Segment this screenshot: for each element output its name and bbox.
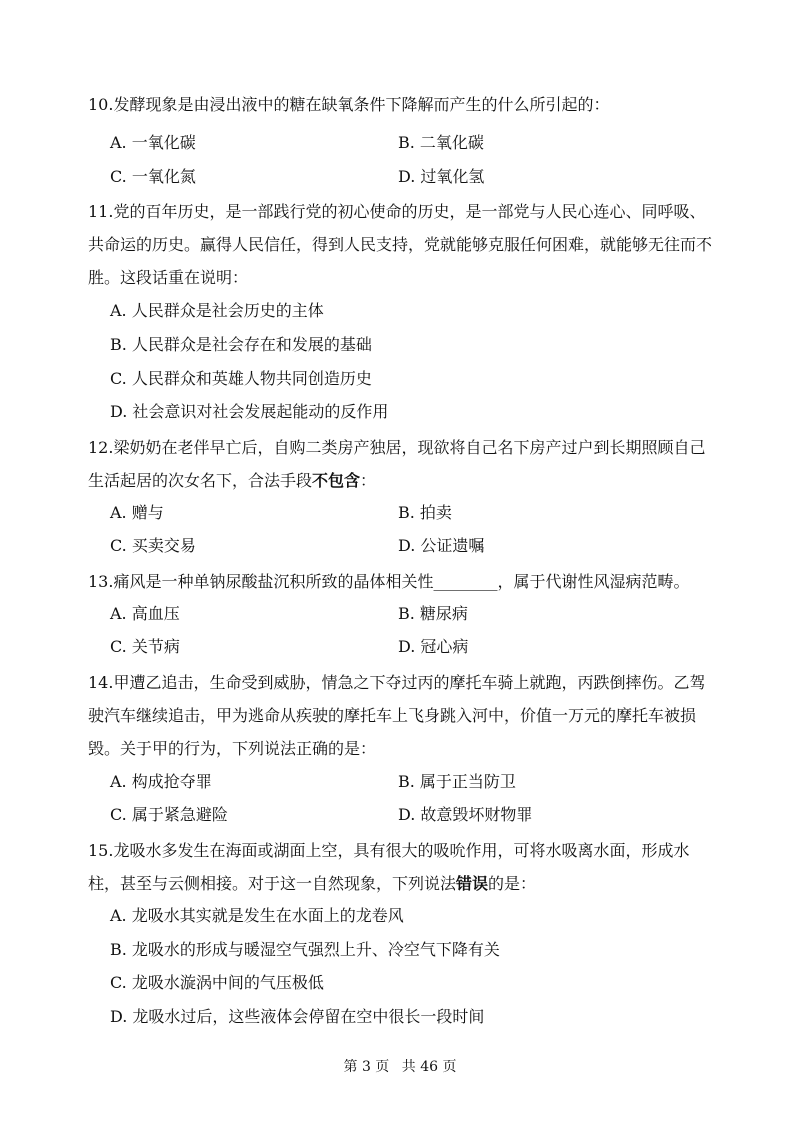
question-12 xyxy=(88,431,720,497)
question-stem: 甲遭乙追击，生命受到威胁，情急之下夺过丙的摩托车骑上就跑，丙跌倒摔伤。乙驾驶汽车继续追击，甲为逃命从疾驶的摩托车上飞身跳入河中，价值一万元的摩托车被损毁。关于甲的行为，下列说法正确的是： xyxy=(88,673,706,759)
question-stem-end: ： xyxy=(360,471,377,491)
option-c: C. 买卖交易 xyxy=(110,536,196,555)
option-a: A. 人民群众是社会历史的主体 xyxy=(110,301,324,320)
page-footer xyxy=(0,1056,800,1076)
page-number: 第 3 页 xyxy=(343,1059,390,1075)
option-a: A. 一氧化碳 xyxy=(110,133,196,152)
option-c: C. 一氧化氮 xyxy=(110,167,196,186)
question-number: 11. xyxy=(88,202,114,221)
option-c: C. 龙吸水漩涡中间的气压极低 xyxy=(110,973,324,992)
emphasis-text: 不包含 xyxy=(312,471,361,491)
option-c: C. 关节病 xyxy=(110,637,180,656)
option-d: D. 过氧化氢 xyxy=(398,167,485,186)
option-a: A. 龙吸水其实就是发生在水面上的龙卷风 xyxy=(110,906,404,925)
question-stem-end: 的是： xyxy=(488,874,537,894)
option-d: D. 社会意识对社会发展起能动的反作用 xyxy=(110,402,389,421)
option-c: C. 人民群众和英雄人物共同创造历史 xyxy=(110,369,372,388)
question-number: 13. xyxy=(88,572,114,591)
question-15 xyxy=(88,834,720,900)
question-number: 12. xyxy=(88,438,114,457)
question-stem: 梁奶奶在老伴早亡后，自购二类房产独居，现欲将自己名下房产过户到长期照顾自己生活起居的次女名下，合法手段 xyxy=(88,438,706,491)
option-d: D. 故意毁坏财物罪 xyxy=(398,805,533,824)
page-total: 共 46 页 xyxy=(401,1059,457,1075)
option-d: D. 公证遗嘱 xyxy=(398,536,485,555)
option-b: B. 人民群众是社会存在和发展的基础 xyxy=(110,335,372,354)
option-d: D. 冠心病 xyxy=(398,637,469,656)
option-b: B. 拍卖 xyxy=(398,503,452,522)
option-b: B. 二氧化碳 xyxy=(398,133,484,152)
question-number: 14. xyxy=(88,673,114,692)
option-c: C. 属于紧急避险 xyxy=(110,805,228,824)
question-stem: 龙吸水多发生在海面或湖面上空，具有很大的吸吮作用，可将水吸离水面，形成水柱，甚至与云侧相接。对于这一自然现象，下列说法 xyxy=(88,841,690,894)
question-number: 10. xyxy=(88,95,114,114)
question-11 xyxy=(88,195,720,295)
question-stem: 党的百年历史，是一部践行党的初心使命的历史，是一部党与人民心连心、同呼吸、共命运的历史。赢得人民信任，得到人民支持，党就能够克服任何困难，就能够无往而不胜。这段话重在说明： xyxy=(88,202,713,288)
option-b: B. 龙吸水的形成与暖湿空气强烈上升、冷空气下降有关 xyxy=(110,940,500,959)
question-stem: 发酵现象是由浸出液中的糖在缺氧条件下降解而产生的什么所引起的： xyxy=(113,95,610,114)
option-b: B. 属于正当防卫 xyxy=(398,772,516,791)
option-a: A. 高血压 xyxy=(110,604,180,623)
emphasis-text: 错误 xyxy=(456,874,489,894)
question-number: 15. xyxy=(88,841,114,860)
question-13 xyxy=(88,565,720,598)
question-14 xyxy=(88,666,720,766)
question-10 xyxy=(88,88,720,121)
option-d: D. 龙吸水过后，这些液体会停留在空中很长一段时间 xyxy=(110,1007,485,1026)
option-a: A. 构成抢夺罪 xyxy=(110,772,212,791)
option-a: A. 赠与 xyxy=(110,503,164,522)
question-stem: 痛风是一种单钠尿酸盐沉积所致的晶体相关性________，属于代谢性风湿病范畴。 xyxy=(113,572,690,591)
option-b: B. 糖尿病 xyxy=(398,604,468,623)
